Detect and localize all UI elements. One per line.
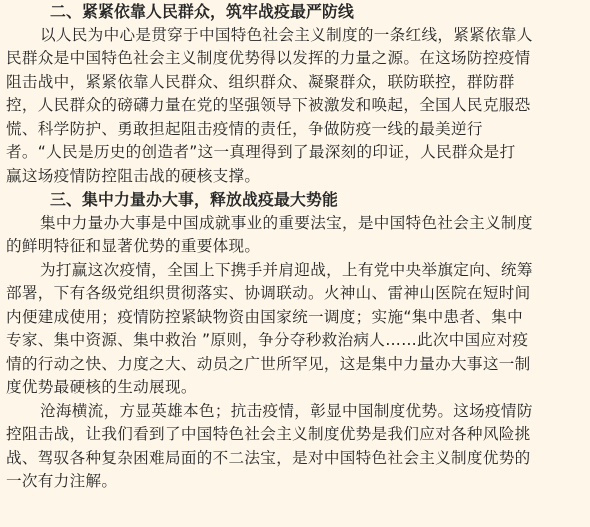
text-line: 以人民为中心是贯穿于中国特色社会主义制度的一条红线，紧紧依靠人 — [40, 25, 533, 44]
text-line: 一次有力注解。 — [6, 472, 118, 490]
text-line: 阻击战中，紧紧依靠人民群众、组织群众、凝聚群众，联防联控，群防群 — [6, 72, 515, 91]
text-line: 沧海横流，方显英雄本色；抗击疫情，彰显中国制度优势。这场疫情防 — [40, 401, 533, 420]
text-line: 的鲜明特征和显著优势的重要体现。 — [6, 237, 261, 255]
text-line: 部署，下有各级党组织贯彻落实、协调联动。火神山、雷神山医院在短时间 — [6, 284, 531, 302]
text-line: 集中力量办大事是中国成就事业的重要法宝，是中国特色社会主义制度 — [40, 213, 533, 232]
paragraph — [6, 400, 580, 494]
text-line: 情的行动之快、力度之大、动员之广世所罕见，这是集中力量办大事这一制 — [6, 354, 531, 373]
section-heading: 二、紧紧依靠人民群众，筑牢战疫最严防线 — [50, 2, 354, 21]
text-line: 控，人民群众的磅礴力量在党的坚强领导下被激发和唤起，全国人民克服恐 — [6, 96, 531, 114]
text-line: 专家、集中资源、集中救治 ”原则，争分夺秒救治病人……此次中国应对疫 — [6, 331, 529, 349]
text-line: 慌、科学防护、勇敢担起阻击疫情的责任，争做防疫一线的最美逆行 — [6, 119, 483, 138]
text-line: 控阻击战，让我们看到了中国特色社会主义制度优势是我们应对各种风险挑 — [6, 425, 531, 443]
text-line: 内便建成使用；疫情防控紧缺物资由国家统一调度；实施“集中患者、集中 — [6, 307, 523, 326]
text-line: 为打赢这次疫情，全国上下携手并肩迎战，上有党中央举旗定向、统筹 — [40, 260, 533, 279]
text-line: 者。“人民是历史的创造者”这一真理得到了最深刻的印证，人民群众是打 — [6, 143, 516, 161]
section-heading: 三、集中力量办大事，释放战疫最大势能 — [50, 190, 338, 209]
paragraph — [6, 212, 580, 259]
text-line: 民群众是中国特色社会主义制度优势得以发挥的力量之源。在这场防控疫情 — [6, 49, 531, 67]
paragraph — [6, 259, 580, 400]
text-line: 赢这场疫情防控阻击战的硬核支撑。 — [6, 166, 261, 185]
paragraph — [6, 24, 580, 189]
text-line: 度优势最硬核的生动展现。 — [6, 378, 197, 396]
text-line: 战、驾驭各种复杂困难局面的不二法宝，是对中国特色社会主义制度优势的 — [6, 448, 531, 467]
